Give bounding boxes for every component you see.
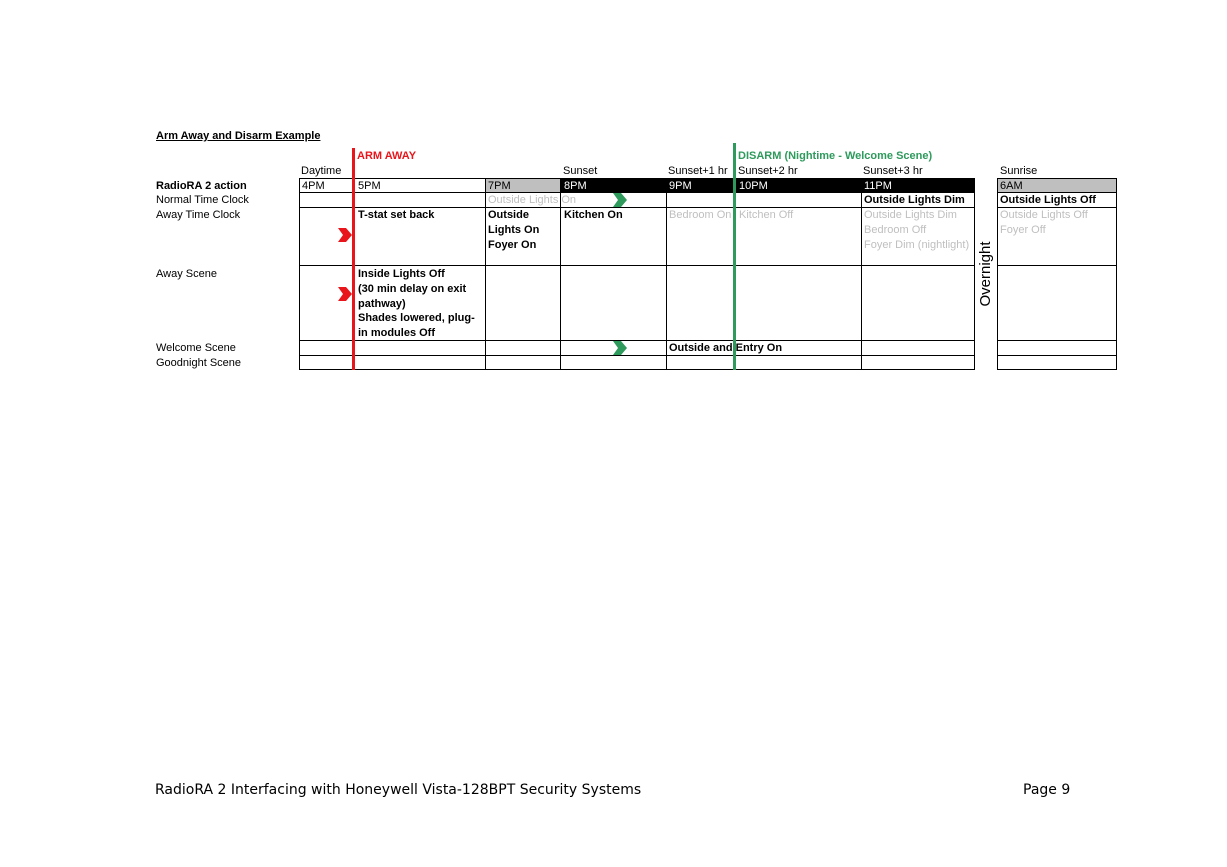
away-clock-6am [1000, 208, 1088, 238]
footer-page-number: Page 9 [1023, 782, 1071, 798]
away-clock-7pm-line: Foyer On [488, 238, 537, 251]
row-label-welcome: Welcome Scene [156, 342, 236, 354]
header-sunrise: Sunrise [1000, 165, 1038, 177]
header-sunset-3: Sunset+3 hr [863, 165, 923, 177]
row-label-away-scene: Away Scene [156, 268, 217, 280]
away-clock-11pm-line: Foyer Dim (nightlight) [864, 238, 970, 251]
table-title: Arm Away and Disarm Example [156, 130, 321, 142]
chevron-right-icon [338, 287, 352, 301]
time-11pm: 11PM [864, 180, 892, 192]
arm-away-line [352, 148, 355, 370]
grid-line [299, 265, 975, 266]
normal-11pm: Outside Lights Dim [864, 194, 965, 206]
time-9pm: 9PM [669, 180, 692, 192]
away-clock-6am-line: Foyer Off [1000, 223, 1046, 236]
chevron-right-icon [338, 228, 352, 242]
grid-line [861, 178, 862, 370]
grid-line [1116, 178, 1117, 370]
header-sunset-1: Sunset+1 hr [668, 165, 728, 177]
grid-line [299, 369, 975, 370]
away-scene-5pm-line: pathway) [358, 297, 406, 310]
time-10pm: 10PM [739, 180, 768, 192]
row-label-action: RadioRA 2 action [156, 180, 247, 192]
away-clock-11pm-line: Bedroom Off [864, 223, 927, 236]
grid-line [997, 369, 1117, 370]
arm-away-label: ARM AWAY [357, 150, 417, 162]
row-label-normal: Normal Time Clock [156, 194, 249, 206]
welcome-9pm: Outside and Entry On [669, 342, 783, 354]
time-8pm: 8PM [564, 180, 587, 192]
disarm-line [733, 143, 736, 370]
header-sunset-2: Sunset+2 hr [738, 165, 798, 177]
away-clock-5pm: T-stat set back [358, 209, 435, 221]
header-daytime: Daytime [301, 165, 342, 177]
away-clock-6am-line: Outside Lights Off [1000, 209, 1088, 221]
grid-line [299, 178, 300, 370]
time-4pm: 4PM [302, 180, 325, 192]
grid-line [997, 355, 1117, 356]
time-6am: 6AM [1000, 180, 1023, 192]
away-clock-11pm-line: Outside Lights Dim [864, 209, 957, 221]
away-scene-5pm-line: Inside Lights Off [358, 268, 445, 280]
grid-line [299, 355, 975, 356]
away-clock-8pm: Kitchen On [564, 209, 623, 221]
away-clock-11pm [864, 208, 969, 252]
away-clock-9pm: Bedroom On [669, 209, 732, 221]
grid-line [666, 178, 667, 370]
away-clock-7pm-line: Lights On [488, 223, 540, 236]
away-scene-5pm-line: in modules Off [358, 327, 435, 340]
grid-line [997, 340, 1117, 341]
grid-line [974, 178, 975, 370]
chevron-right-icon [613, 341, 627, 355]
away-scene-5pm [358, 267, 475, 341]
overnight-text: Overnight [977, 241, 994, 307]
away-scene-5pm-line: Shades lowered, plug- [358, 312, 475, 325]
overnight-label [976, 208, 996, 340]
grid-line [997, 265, 1117, 266]
time-7pm: 7PM [488, 180, 511, 192]
grid-line [997, 178, 998, 370]
disarm-label: DISARM (Nightime - Welcome Scene) [738, 150, 933, 162]
cell-bg-night [561, 178, 975, 192]
row-label-away-clock: Away Time Clock [156, 209, 241, 221]
header-sunset: Sunset [563, 165, 598, 177]
footer-title: RadioRA 2 Interfacing with Honeywell Vista-128BPT Security Systems [155, 782, 642, 798]
away-clock-10pm: Kitchen Off [739, 209, 794, 221]
away-scene-5pm-line: (30 min delay on exit [358, 282, 467, 295]
normal-6am: Outside Lights Off [1000, 194, 1096, 206]
away-clock-7pm [488, 208, 539, 252]
chevron-right-icon [613, 193, 627, 207]
away-clock-7pm-line: Outside [488, 209, 529, 221]
grid-line [485, 178, 486, 370]
normal-7pm: Outside Lights On [488, 194, 577, 206]
row-label-goodnight: Goodnight Scene [156, 357, 242, 369]
time-5pm: 5PM [358, 180, 381, 192]
